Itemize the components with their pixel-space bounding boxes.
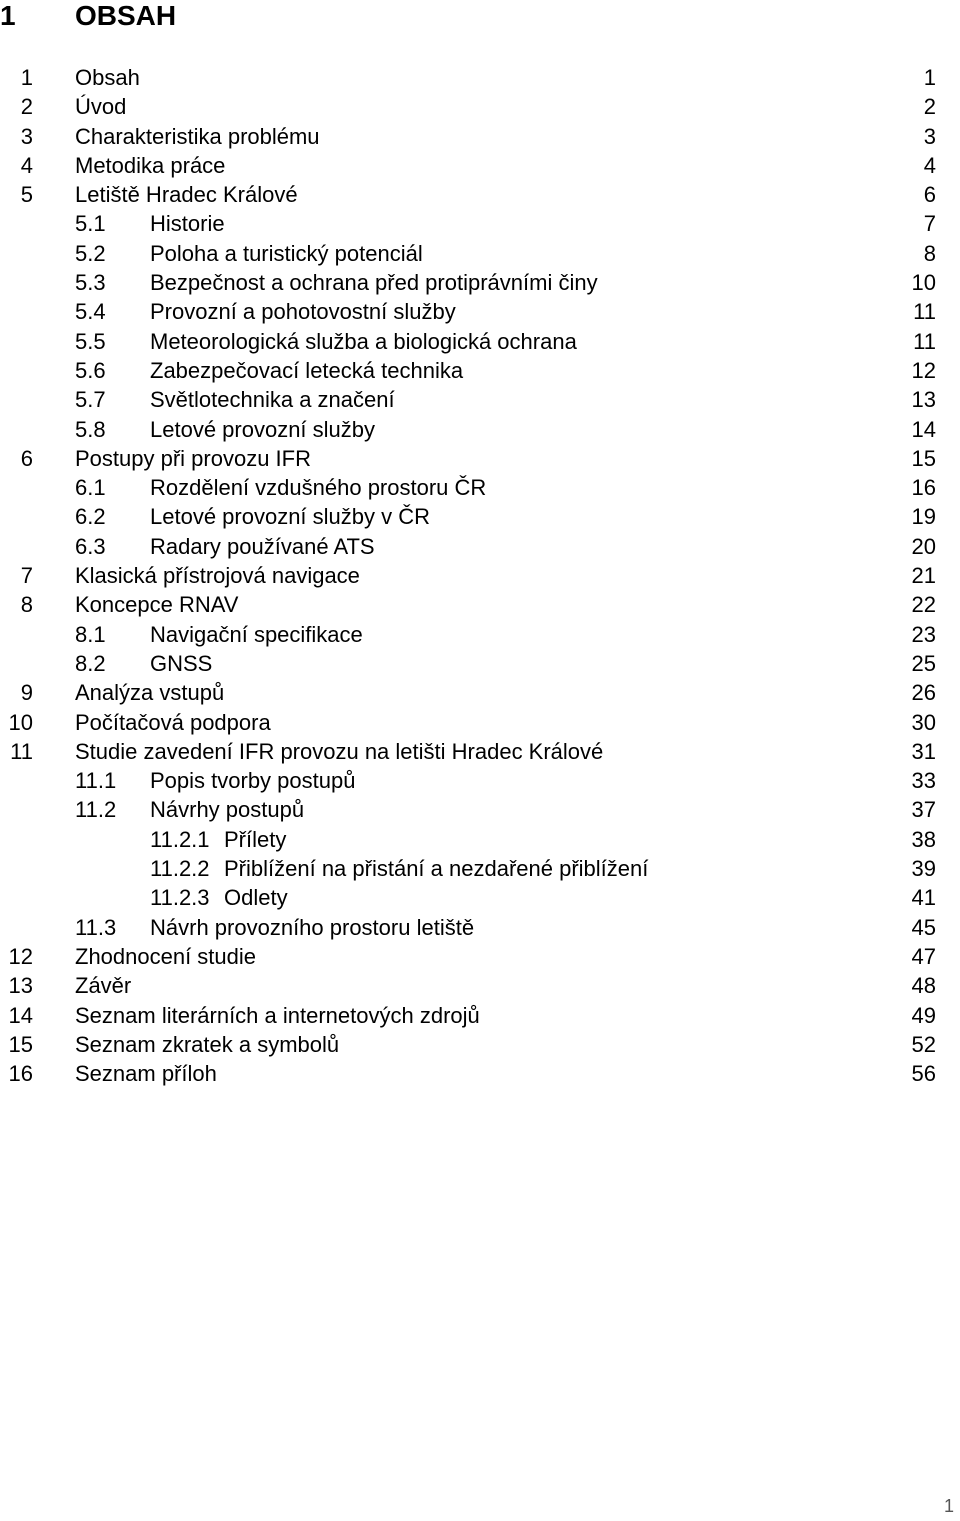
toc-entry-title: Studie zavedení IFR provozu na letišti Hradec Králové [75,738,604,764]
toc-entry[interactable] [0,151,960,180]
toc-entry-number: 8.2 [75,650,106,676]
toc-entry[interactable] [0,854,960,883]
toc-entry-number: 8.1 [75,621,106,647]
toc-entry-title: Metodika práce [75,152,226,178]
toc-entry-page: 10 [911,270,936,296]
toc-entry-page: 3 [923,123,936,149]
toc-entry[interactable] [0,239,960,268]
toc-entry-page: 16 [911,475,936,501]
toc-entry-page: 11 [913,328,936,354]
table-of-contents [0,63,960,1088]
toc-entry-title: Provozní a pohotovostní služby [150,299,456,325]
toc-entry[interactable] [0,327,960,356]
toc-entry-page: 56 [911,1061,936,1087]
toc-entry-page: 12 [911,357,936,383]
toc-entry-page: 22 [911,592,936,618]
toc-entry-title: Zhodnocení studie [75,943,257,969]
toc-entry[interactable] [0,883,960,912]
toc-entry-number: 5.7 [75,387,106,413]
toc-entry[interactable] [0,532,960,561]
toc-entry-page: 25 [911,650,936,676]
toc-entry-title: Závěr [75,973,132,999]
toc-entry-title: Zabezpečovací letecká technika [150,357,464,383]
toc-entry-number: 6 [20,445,33,471]
toc-entry[interactable] [0,502,960,531]
toc-entry-page: 26 [911,680,936,706]
toc-entry[interactable] [0,620,960,649]
toc-entry[interactable] [0,678,960,707]
toc-entry-page: 4 [923,152,936,178]
toc-entry-title: Charakteristika problému [75,123,320,149]
toc-entry-page: 48 [911,973,936,999]
toc-entry-title: Přílety [224,826,287,852]
toc-entry[interactable] [0,180,960,209]
toc-entry-number: 16 [8,1061,33,1087]
toc-entry-number: 10 [8,709,33,735]
toc-entry-page: 2 [923,94,936,120]
toc-entry-page: 15 [911,445,936,471]
toc-entry[interactable] [0,708,960,737]
toc-entry-number: 11 [10,738,33,764]
toc-entry-page: 30 [911,709,936,735]
toc-entry-title: Světlotechnika a značení [150,387,395,413]
toc-entry[interactable] [0,1030,960,1059]
toc-entry[interactable] [0,268,960,297]
toc-entry-title: Letové provozní služby v ČR [150,504,431,530]
toc-entry-title: Seznam příloh [75,1061,217,1087]
toc-entry[interactable] [0,942,960,971]
toc-entry[interactable] [0,1059,960,1088]
footer-page-number: 1 [943,1496,954,1516]
toc-entry-number: 9 [20,680,33,706]
toc-entry-number: 5.5 [75,328,106,354]
toc-entry-number: 11.3 [75,914,117,940]
toc-entry-page: 33 [911,768,936,794]
toc-entry-number: 4 [20,152,33,178]
toc-entry-title: Historie [150,211,225,237]
toc-entry-title: Poloha a turistický potenciál [150,240,423,266]
toc-entry-title: Seznam zkratek a symbolů [75,1031,340,1057]
toc-entry-title: Radary používané ATS [150,533,375,559]
toc-entry[interactable] [0,913,960,942]
toc-entry-title: Meteorologická služba a biologická ochrana [150,328,577,354]
toc-entry-number: 1 [20,65,33,90]
toc-entry-title: Navigační specifikace [150,621,363,647]
toc-entry-title: Popis tvorby postupů [150,768,356,794]
toc-entry[interactable] [0,1001,960,1030]
toc-entry-number: 5.2 [75,240,106,266]
toc-entry-page: 20 [911,533,936,559]
toc-entry-number: 2 [20,94,33,120]
toc-entry-page: 6 [923,182,936,208]
toc-entry-title: GNSS [150,650,213,676]
toc-entry-title: Letiště Hradec Králové [75,182,298,208]
toc-entry-number: 6.2 [75,504,106,530]
toc-entry-title: Úvod [75,94,127,120]
toc-entry-number: 6.1 [75,475,106,501]
toc-entry[interactable] [0,795,960,824]
toc-entry[interactable] [0,737,960,766]
toc-entry[interactable] [0,590,960,619]
toc-entry-page: 1 [923,65,936,90]
toc-entry-title: Postupy při provozu IFR [75,445,311,471]
toc-entry[interactable] [0,415,960,444]
toc-entry-number: 5.6 [75,357,106,383]
toc-entry-page: 13 [911,387,936,413]
toc-entry[interactable] [0,971,960,1000]
toc-entry-title: Návrhy postupů [150,797,305,823]
toc-entry-title: Klasická přístrojová navigace [75,563,360,589]
toc-entry-number: 14 [8,1002,33,1028]
toc-entry[interactable] [0,649,960,678]
toc-entry-page: 19 [911,504,936,530]
toc-entry[interactable] [0,297,960,326]
toc-entry-page: 8 [923,240,936,266]
toc-entry-page: 45 [911,914,936,940]
toc-entry[interactable] [0,92,960,121]
toc-entry-number: 15 [8,1031,33,1057]
toc-entry[interactable] [0,473,960,502]
heading-title: OBSAH [75,0,177,31]
toc-entry-page: 39 [911,856,936,882]
toc-entry-page: 21 [911,563,936,589]
toc-entry-number: 11.1 [75,768,117,794]
toc-entry-number: 5.3 [75,270,106,296]
toc-entry-number: 13 [8,973,33,999]
toc-entry-page: 7 [923,211,936,237]
toc-entry-page: 14 [911,416,936,442]
toc-entry-number: 3 [20,123,33,149]
toc-entry-title: Seznam literárních a internetových zdrojů [75,1002,480,1028]
toc-entry[interactable] [0,444,960,473]
toc-entry-number: 11.2 [75,797,117,823]
toc-entry[interactable] [0,63,960,92]
toc-entry-number: 12 [8,943,33,969]
toc-entry-page: 23 [911,621,936,647]
toc-entry[interactable] [0,356,960,385]
toc-entry-number: 11.2.3 [150,885,210,911]
toc-entry[interactable] [0,825,960,854]
toc-entry-number: 11.2.1 [150,826,210,852]
toc-entry-page: 49 [911,1002,936,1028]
toc-entry-number: 8 [20,592,33,618]
toc-entry[interactable] [0,122,960,151]
toc-entry-page: 41 [911,885,936,911]
toc-entry-page: 47 [911,943,936,969]
heading-number: 1 [0,0,16,31]
toc-entry-number: 5.8 [75,416,106,442]
toc-entry[interactable] [0,766,960,795]
toc-entry-number: 6.3 [75,533,106,559]
toc-entry-page: 11 [913,299,936,325]
toc-entry[interactable] [0,385,960,414]
toc-entry-page: 52 [911,1031,936,1057]
toc-entry-title: Počítačová podpora [75,709,271,735]
toc-entry[interactable] [0,209,960,238]
toc-entry-title: Odlety [224,885,288,911]
toc-entry-page: 31 [911,738,936,764]
toc-entry-page: 37 [911,797,936,823]
toc-entry-number: 7 [20,563,33,589]
toc-entry-number: 5 [20,182,33,208]
toc-entry-number: 11.2.2 [150,856,210,882]
toc-entry[interactable] [0,561,960,590]
toc-entry-title: Analýza vstupů [75,680,225,706]
toc-entry-title: Koncepce RNAV [75,592,239,618]
toc-entry-title: Letové provozní služby [150,416,376,442]
toc-entry-title: Bezpečnost a ochrana před protiprávními činy [150,270,598,296]
toc-entry-number: 5.1 [75,211,106,237]
toc-entry-title: Rozdělení vzdušného prostoru ČR [150,475,487,501]
toc-entry-title: Obsah [75,65,140,90]
toc-entry-page: 38 [911,826,936,852]
toc-entry-title: Návrh provozního prostoru letiště [150,914,475,940]
toc-entry-number: 5.4 [75,299,106,325]
toc-entry-title: Přiblížení na přistání a nezdařené přiblížení [224,856,649,882]
